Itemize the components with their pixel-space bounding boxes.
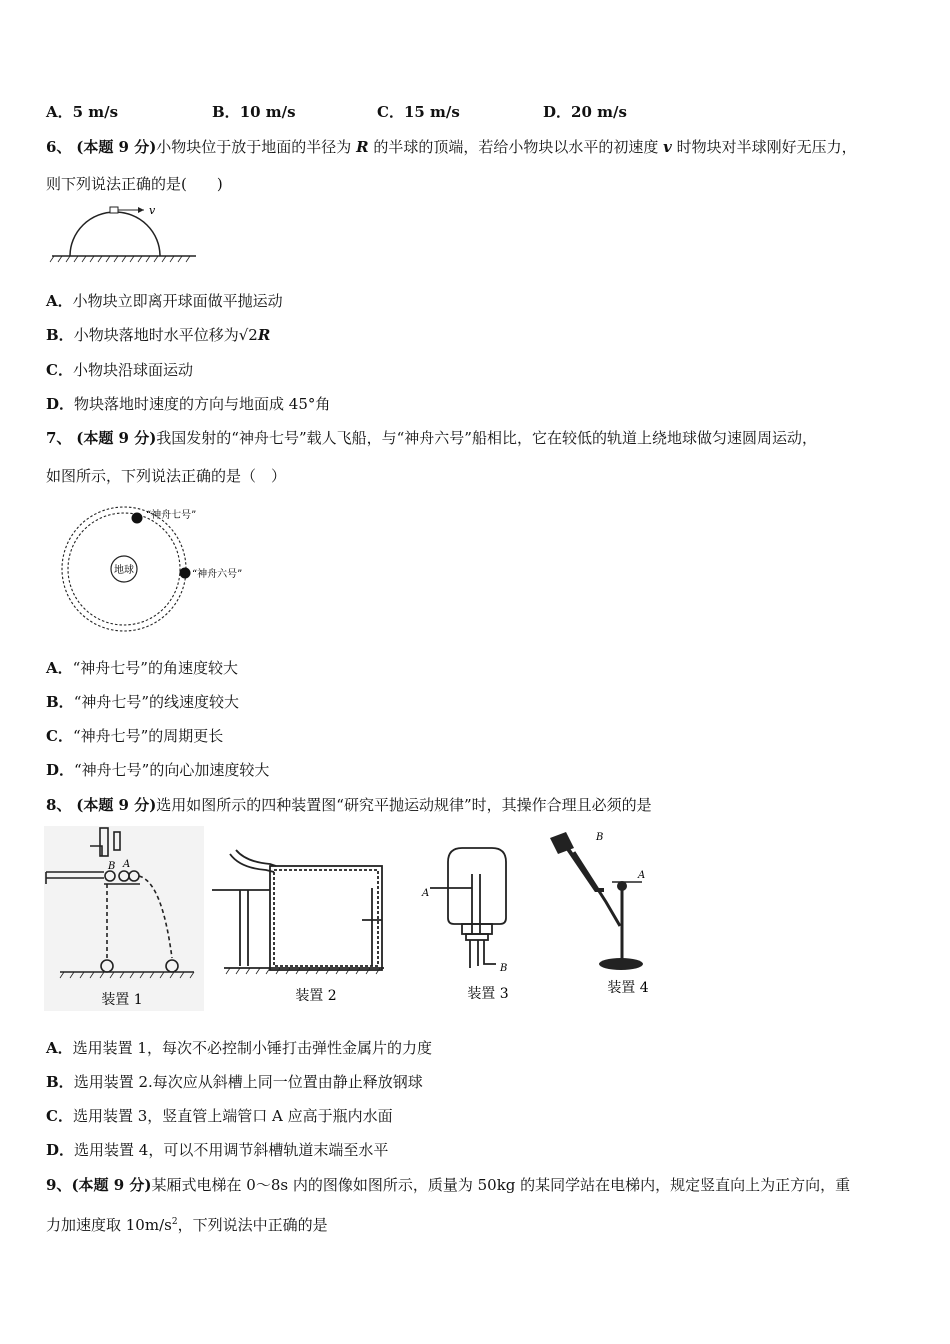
- q6-var-v: v: [663, 138, 672, 156]
- option-text: 5 m/s: [72, 103, 119, 121]
- q6-stem-line2: [46, 174, 223, 194]
- letter-b: B: [596, 832, 604, 843]
- option-text: “神舟七号”的向心加速度较大: [74, 761, 270, 779]
- q7-stem-text: 我国发射的“神舟七号”载人飞船，与“神舟六号”船相比，它在较低的轨道上绕地球做匀速圆周运动，: [156, 429, 817, 447]
- option-label: D．: [46, 395, 75, 413]
- option-label: D．: [46, 1141, 75, 1159]
- q6-hemisphere-figure: [48, 200, 208, 268]
- option-text: 小物块沿球面运动: [72, 361, 193, 379]
- q9-superscript: 2: [171, 1217, 178, 1227]
- velocity-label: v: [149, 204, 156, 217]
- shenzhou7-dot: [132, 513, 143, 524]
- shenzhou7-label: “神舟七号”: [146, 510, 197, 521]
- q6-stem-text: 则下列说法正确的是( ): [46, 175, 223, 193]
- option-label: A．: [46, 1039, 73, 1057]
- question-score: (本题 9 分): [71, 1176, 152, 1194]
- device-3-label: 装置 3: [467, 986, 509, 1002]
- option-text: 10 m/s: [239, 103, 296, 121]
- q6-stem-line1: [46, 137, 857, 157]
- q9-stem-line2: [46, 1212, 328, 1235]
- option-label: C．: [46, 1107, 73, 1125]
- q9-stem-line1: [46, 1175, 850, 1195]
- q8-option-c: [46, 1106, 393, 1126]
- q7-option-a: [46, 658, 238, 678]
- question-number: 6、: [46, 138, 72, 156]
- q5-option-c: [377, 102, 460, 122]
- q5-option-b: [212, 102, 296, 122]
- device-4-label: 装置 4: [607, 980, 649, 996]
- q6-stem-text: 的半球的顶端，若给小物块以水平的初速度: [373, 138, 659, 156]
- q7-orbit-figure: [58, 500, 268, 635]
- q5-option-a: [46, 102, 118, 122]
- option-label: C．: [46, 727, 73, 745]
- device-3: [430, 848, 506, 968]
- q8-stem: [46, 795, 652, 815]
- q5-option-d: [543, 102, 627, 122]
- q6-var-R: R: [356, 138, 369, 156]
- device-4: [550, 832, 646, 970]
- device-2-label: 装置 2: [295, 988, 337, 1004]
- q7-stem-line1: [46, 428, 817, 448]
- q8-stem-text: 选用如图所示的四种装置图“研究平抛运动规律”时，其操作合理且必须的是: [156, 796, 652, 814]
- earth-label: 地球: [114, 565, 134, 576]
- option-text: 选用装置 3，竖直管上端管口 A 应高于瓶内水面: [72, 1107, 393, 1125]
- option-text: 小物块落地时水平位移为: [73, 326, 239, 344]
- option-label: C．: [377, 103, 404, 121]
- question-score: (本题 9 分): [76, 796, 157, 814]
- q6-option-a: [46, 291, 283, 311]
- q8-apparatus-figure: [44, 826, 684, 1012]
- q6-option-d: [46, 394, 330, 414]
- q7-stem-text: 如图所示，下列说法正确的是（ ）: [46, 467, 287, 485]
- question-score: (本题 9 分): [76, 429, 157, 447]
- shenzhou6-label: “神舟六号”: [192, 569, 243, 580]
- letter-b: B: [108, 861, 116, 872]
- q6-stem-text: 时物块对半球刚好无压力，: [676, 138, 857, 156]
- q8-option-b: [46, 1072, 423, 1092]
- option-text: 选用装置 2.每次应从斜槽上同一位置由静止释放钢球: [73, 1073, 423, 1091]
- q7-option-c: [46, 726, 223, 746]
- letter-a: A: [422, 888, 430, 899]
- q8-option-d: [46, 1140, 388, 1160]
- option-label: B．: [46, 693, 74, 711]
- q7-stem-line2: [46, 466, 286, 486]
- q8-option-a: [46, 1038, 432, 1058]
- letter-a: A: [638, 870, 646, 881]
- option-text: 选用装置 4，可以不用调节斜槽轨道末端至水平: [74, 1141, 389, 1159]
- q9-stem-text: 某厢式电梯在 0～8s 内的图像如图所示，质量为 50kg 的某同学站在电梯内，规定竖直向上为正方向，重: [151, 1176, 851, 1194]
- option-text: 小物块立即离开球面做平抛运动: [72, 292, 283, 310]
- option-label: A．: [46, 292, 73, 310]
- question-number: 8、: [46, 796, 72, 814]
- q6-stem-text: 小物块位于放于地面的半径为: [156, 138, 352, 156]
- question-number: 9、: [46, 1176, 72, 1194]
- option-label: A．: [46, 103, 73, 121]
- option-label: A．: [46, 659, 73, 677]
- device-2: [212, 850, 384, 970]
- device-1-label: 装置 1: [101, 992, 143, 1008]
- q9-stem-text: 力加速度取 10m/s: [46, 1216, 172, 1234]
- q7-option-d: [46, 760, 269, 780]
- q6-option-b: [46, 325, 270, 345]
- option-label: C．: [46, 361, 73, 379]
- option-math-var: R: [257, 326, 271, 344]
- letter-b: B: [500, 963, 508, 974]
- option-text: 20 m/s: [571, 103, 627, 121]
- option-text: 物块落地时速度的方向与地面成 45°角: [74, 395, 331, 413]
- option-label: D．: [543, 103, 572, 121]
- option-label: B．: [46, 1073, 74, 1091]
- option-label: B．: [46, 326, 74, 344]
- q9-stem-text: ，下列说法中正确的是: [177, 1216, 328, 1234]
- option-text: 选用装置 1，每次不必控制小锤打击弹性金属片的力度: [72, 1039, 432, 1057]
- question-number: 7、: [46, 429, 72, 447]
- question-score: (本题 9 分): [76, 138, 157, 156]
- option-text: “神舟七号”的角速度较大: [72, 659, 238, 677]
- option-text: 15 m/s: [403, 103, 460, 121]
- option-text: “神舟七号”的线速度较大: [73, 693, 240, 711]
- letter-a: A: [123, 859, 131, 870]
- option-text: “神舟七号”的周期更长: [72, 727, 224, 745]
- shenzhou6-dot: [180, 568, 191, 579]
- q7-option-b: [46, 692, 239, 712]
- option-label: B．: [212, 103, 240, 121]
- option-label: D．: [46, 761, 75, 779]
- q6-option-c: [46, 360, 193, 380]
- sqrt-symbol: √2: [238, 326, 258, 344]
